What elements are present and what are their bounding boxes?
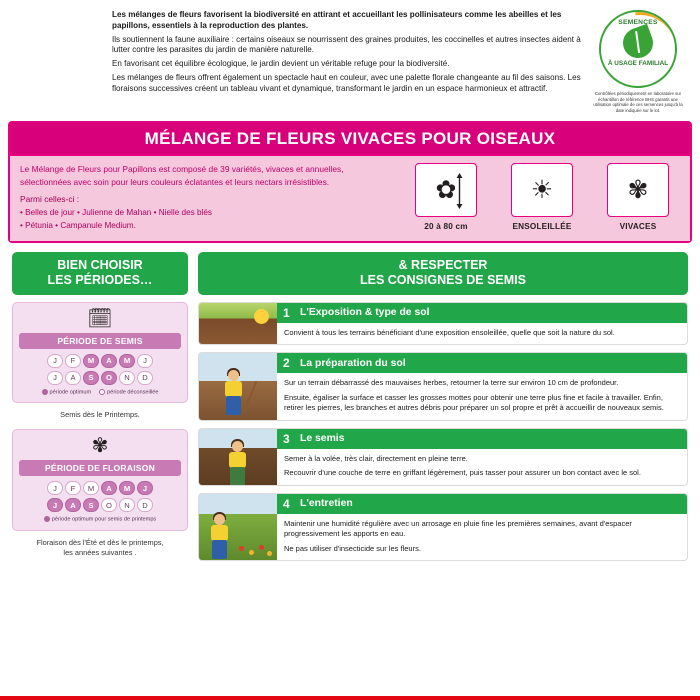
bloom-calendar-card: [12, 429, 188, 530]
step-title: L'entretien: [300, 498, 353, 510]
step-card: [198, 352, 688, 421]
watering-flowers-illustration: [199, 494, 277, 561]
attribute-exposure: [498, 163, 586, 232]
badge-bottom-label: À USAGE FAMILIAL: [607, 59, 669, 67]
month-cell: J: [47, 371, 63, 385]
variety-list: [20, 207, 384, 232]
banner-description: [20, 163, 384, 232]
month-cell: S: [83, 498, 99, 512]
month-row: [19, 354, 181, 368]
header-choose-periods: [12, 252, 188, 295]
flower-bed: [199, 544, 277, 558]
step-number: 2: [283, 356, 290, 371]
product-banner: [8, 121, 692, 242]
step-paragraph: Sur un terrain débarrassé des mauvaises herbes, retourner la terre sur environ 10 cm de profondeur.: [284, 378, 619, 388]
month-cell: J: [47, 498, 63, 512]
height-arrow-icon: [455, 173, 464, 209]
step-number: 4: [283, 496, 290, 511]
plant-height-icon: [415, 163, 477, 217]
step-body: [277, 514, 687, 561]
watering-can-calendar-icon: 🗓: [87, 307, 113, 330]
month-cell: A: [101, 481, 117, 495]
footer-red-strip: [0, 696, 700, 700]
month-row: [19, 498, 181, 512]
hand-sowing-illustration: [199, 429, 277, 485]
month-cell: N: [119, 371, 135, 385]
section-headers: [8, 252, 692, 295]
calendar-column: [12, 302, 188, 569]
seed-leaf-icon: [599, 10, 677, 88]
perennial-cycle-icon: [607, 163, 669, 217]
badge-top-label: SEMENCES: [618, 19, 658, 26]
intro-paragraph: En favorisant cet équilibre écologique, le jardin devient un véritable refuge pour la biodiversité.: [112, 59, 450, 68]
sowing-legend: [19, 389, 181, 395]
step-header: [277, 494, 687, 514]
month-cell: O: [101, 371, 117, 385]
list-item: • Pétunia • Campanule Medium.: [20, 220, 136, 230]
badge-caption: Contrôlées périodiquement en laboratoire sur échantillon de référence BHS garantit une utilisation optimale de ces semences jusqu'à la date indiquée sur le lot.: [593, 91, 683, 113]
attribute-cycle: [594, 163, 682, 232]
month-cell: N: [119, 498, 135, 512]
sun-exposure-icon: [511, 163, 573, 217]
intro-paragraph: Les mélanges de fleurs offrent également un spectacle haut en couleur, avec une palette florale changeante au fil des saisons. Les floraisons successives créent un tableau vivant et dynamique, transformant le jardin en un espace harmonieux et attractif.: [112, 72, 581, 93]
header-line-2: LES CONSIGNES DE SEMIS: [359, 273, 526, 288]
month-cell: M: [83, 481, 99, 495]
step-paragraph: Convient à tous les terrains bénéficiant d'une exposition ensoleillée, quelle que soit la nature du sol.: [284, 327, 615, 337]
attribute-height-label: 20 à 80 cm: [424, 222, 468, 232]
month-row: [19, 371, 181, 385]
banner-lead-text: Le Mélange de Fleurs pour Papillons est composé de 39 variétés, vivaces et annuelles, sélectionnées avec soin pour leurs couleurs éclatantes et leurs nectars irrésistibles.: [20, 164, 344, 187]
bloom-legend: [19, 516, 181, 522]
intro-text: [112, 10, 582, 97]
month-cell: D: [137, 498, 153, 512]
attribute-icons: [392, 163, 682, 232]
month-cell: M: [119, 354, 135, 368]
month-cell: M: [119, 481, 135, 495]
sowing-calendar-title: PÉRIODE DE SEMIS: [19, 333, 181, 349]
month-cell: S: [83, 371, 99, 385]
month-cell: O: [101, 498, 117, 512]
attribute-cycle-label: VIVACES: [619, 222, 657, 232]
month-cell: M: [83, 354, 99, 368]
month-cell: F: [65, 354, 81, 368]
step-paragraph: Ne pas utiliser d'insecticide sur les fleurs.: [284, 543, 421, 553]
steps-column: [198, 302, 688, 569]
header-line-1: & RESPECTER: [398, 257, 488, 272]
month-cell: J: [47, 354, 63, 368]
header-respect-instructions: [198, 252, 688, 295]
intro-paragraph: Les mélanges de fleurs favorisent la biodiversité en attirant et accueillant les pollinisateurs comme les abeilles et les papillons, essentiels à la reproduction des plantes.: [112, 10, 562, 30]
step-card: [198, 302, 688, 346]
month-cell: J: [137, 354, 153, 368]
step-number: 3: [283, 431, 290, 446]
bloom-note-line-1: Floraison dès l'Été et dès le printemps,: [36, 537, 164, 547]
attribute-height: [402, 163, 490, 232]
month-cell: A: [65, 498, 81, 512]
month-cell: A: [101, 354, 117, 368]
sun-icon: ☀: [530, 175, 554, 204]
banner-varieties-label: Parmi celles-ci :: [20, 193, 80, 204]
bloom-note-line-2: les années suivantes .: [63, 547, 137, 557]
legend-dot-filled: [42, 389, 48, 395]
bloom-calendar-title: PÉRIODE DE FLORAISON: [19, 460, 181, 476]
legend-dot-open: [99, 389, 105, 395]
sowing-note: Semis dès le Printemps.: [60, 410, 140, 420]
step-body: [277, 323, 687, 345]
step-paragraph: Ensuite, égaliser la surface et casser les grosses mottes pour obtenir une terre plus fine et facile à travailler. Enfin, retirer les pierres, les branches et autres débris pour préparer un sol propre et prêt à accueillir de nouveaux semis.: [284, 392, 664, 413]
list-item: • Belles de jour • Julienne de Mahan • Nielle des blés: [20, 207, 213, 217]
sowing-hand-figure: [225, 441, 251, 481]
page-title: MÉLANGE DE FLEURS VIVACES POUR OISEAUX: [10, 123, 690, 156]
quality-badge: [588, 10, 688, 113]
step-body: [277, 449, 687, 485]
month-cell: D: [137, 371, 153, 385]
step-header: [277, 429, 687, 449]
bloom-note: [12, 538, 188, 558]
main-content: [8, 302, 692, 569]
month-row: [19, 481, 181, 495]
step-paragraph: Maintenir une humidité régulière avec un arrosage en pluie fine les premières semaines, avant d'espacer progressivement les apports en eau.: [284, 518, 632, 539]
sowing-calendar-card: [12, 302, 188, 403]
legend-label: période déconseillée: [107, 389, 159, 396]
flower-icon: ✿: [435, 175, 457, 204]
step-title: La préparation du sol: [300, 357, 406, 369]
month-cell: J: [47, 481, 63, 495]
step-title: Le semis: [300, 433, 345, 445]
step-body: [277, 373, 687, 420]
step-card: [198, 493, 688, 562]
legend-label: période optimum: [49, 389, 92, 396]
month-cell: J: [137, 481, 153, 495]
sun-icon: [254, 309, 269, 324]
cycle-flower-icon: ✾: [627, 175, 649, 204]
month-cell: A: [65, 371, 81, 385]
step-number: 1: [283, 305, 290, 320]
legend-dot-filled: [44, 516, 50, 522]
intro-section: [8, 6, 692, 119]
attribute-exposure-label: ENSOLEILLÉE: [512, 222, 572, 232]
month-cell: F: [65, 481, 81, 495]
header-line-2: LES PÉRIODES…: [47, 273, 153, 288]
step-paragraph: Recouvrir d'une couche de terre en griffant légèrement, puis tasser pour assurer un bon contact avec le sol.: [284, 468, 641, 478]
step-title: L'Exposition & type de sol: [300, 307, 430, 319]
legend-label: période optimum pour semis de printemps: [51, 516, 157, 523]
flower-calendar-icon: ✾: [91, 435, 109, 458]
header-line-1: BIEN CHOISIR: [57, 257, 143, 272]
sunny-field-illustration: [199, 303, 277, 345]
intro-paragraph: Ils soutiennent la faune auxiliaire : certains oiseaux se nourrissent des graines produites, les coccinelles et autres insectes aident à lutter contre les parasites du jardin de manière naturelle.: [112, 34, 581, 55]
gardener-digging-illustration: [199, 353, 277, 420]
step-header: [277, 353, 687, 373]
step-paragraph: Semer à la volée, très clair, directement en pleine terre.: [284, 453, 468, 463]
step-header: [277, 303, 687, 323]
step-card: [198, 428, 688, 486]
